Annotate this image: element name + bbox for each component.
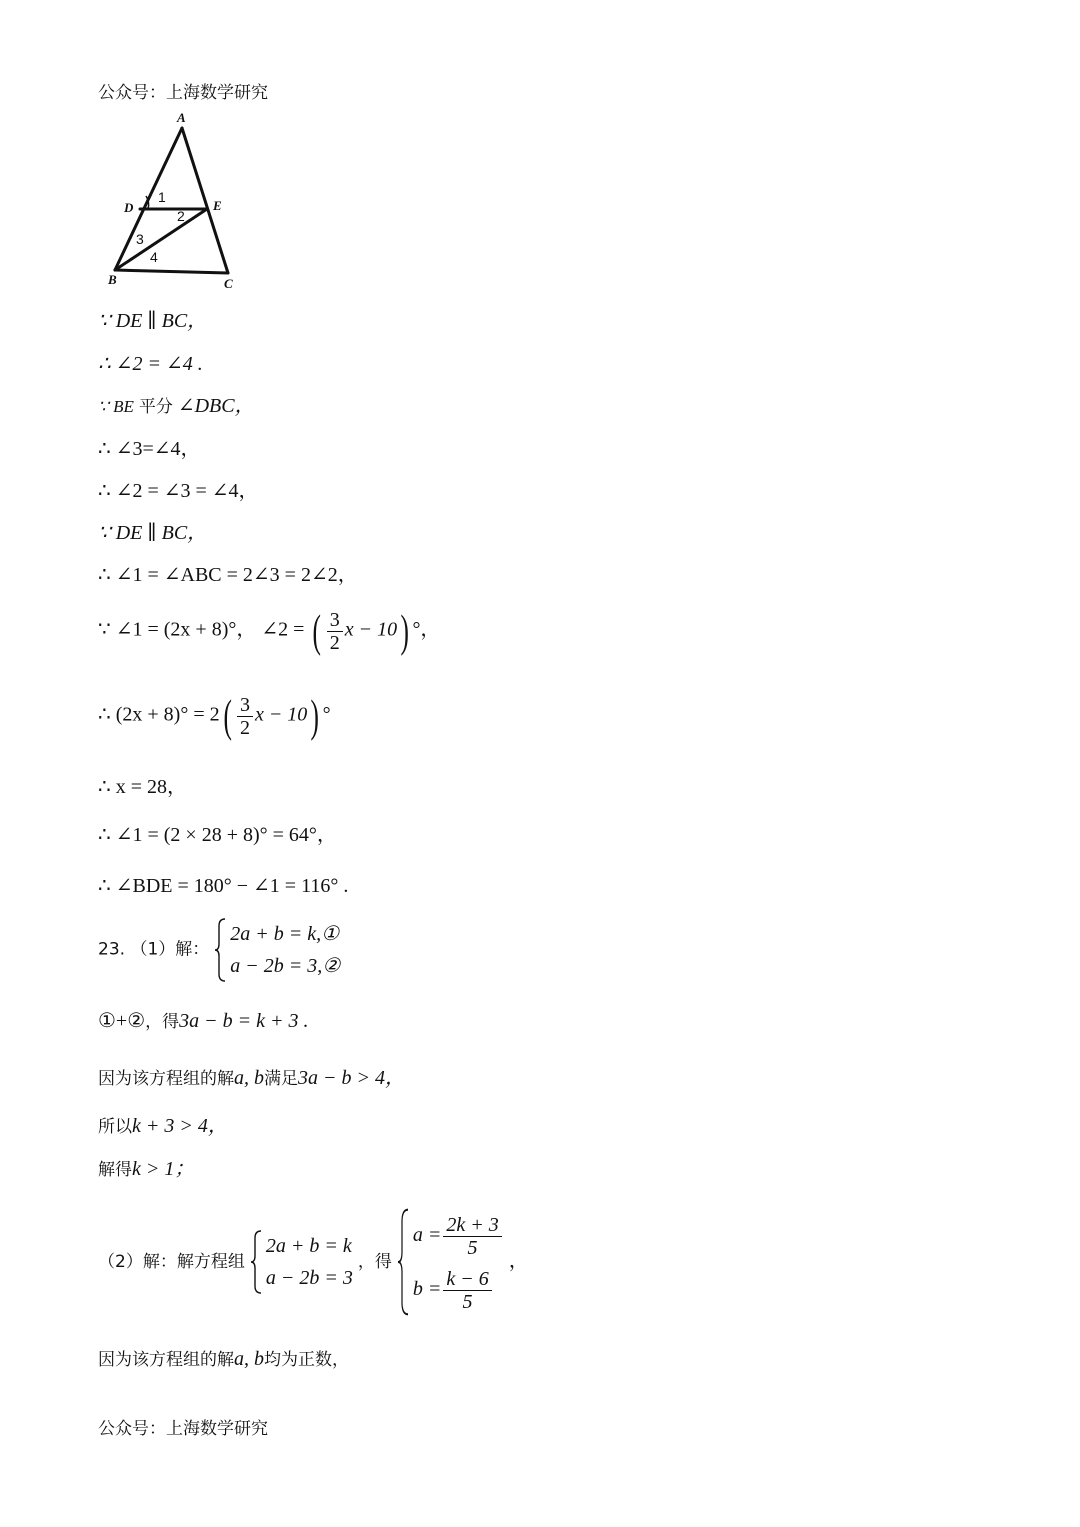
label-angle-4: 4 bbox=[150, 249, 158, 265]
fraction-three-halves bbox=[237, 694, 253, 739]
label-angle-2: 2 bbox=[177, 208, 185, 224]
condition-text-1: 因为该方程组的解 bbox=[98, 1069, 234, 1089]
therefore-text: 所以 bbox=[98, 1117, 132, 1137]
therefore-line bbox=[98, 1114, 228, 1139]
brace-icon bbox=[250, 1230, 262, 1294]
proof-line-11: ∴ ∠1 = (2 × 28 + 8)° = 64°， bbox=[98, 824, 337, 846]
solution-a-lhs: a = bbox=[412, 1224, 442, 1247]
proof-line-7: ∴ ∠1 = ∠ABC = 2∠3 = 2∠2， bbox=[98, 564, 358, 586]
sum-result: 3a − b = k + 3 . bbox=[179, 1010, 309, 1032]
label-d: D bbox=[124, 200, 134, 215]
fraction-denominator: 5 bbox=[467, 1237, 478, 1260]
condition-line bbox=[98, 1066, 405, 1091]
positive-text-2: 均为正数， bbox=[264, 1350, 349, 1370]
proof-line-8-expr: x − 10 bbox=[344, 618, 398, 641]
footer-source: 公众号：上海数学研究 bbox=[98, 1419, 268, 1439]
proof-line-8-start: ∵ ∠1 = (2x + 8)°， ∠2 = bbox=[98, 618, 305, 641]
right-paren: ) bbox=[310, 690, 320, 741]
proof-line-12: ∴ ∠BDE = 180° − ∠1 = 116° . bbox=[98, 875, 349, 897]
solution-system bbox=[397, 1208, 504, 1316]
label-e: E bbox=[213, 198, 222, 213]
label-angle-1: 1 bbox=[158, 189, 166, 205]
proof-line-3-angle: ∠DBC， bbox=[177, 395, 255, 417]
proof-line-3-text: 平分 bbox=[138, 397, 173, 417]
proof-line-4: ∴ ∠3=∠4， bbox=[98, 438, 201, 460]
equation-system-1 bbox=[214, 918, 340, 982]
solution-rows bbox=[413, 1208, 504, 1316]
positive-text-1: 因为该方程组的解 bbox=[98, 1350, 234, 1370]
fraction-numerator: 2k + 3 bbox=[443, 1214, 501, 1237]
problem-23-label: 23. （1）解： bbox=[98, 939, 210, 960]
solve-text: 解得 bbox=[98, 1160, 132, 1180]
part-2-get: ，得 bbox=[357, 1252, 392, 1272]
fraction-three-halves bbox=[327, 609, 343, 654]
label-b: B bbox=[108, 272, 117, 287]
solution-b-lhs: b = bbox=[412, 1278, 442, 1301]
positive-vars: a, b bbox=[234, 1348, 264, 1370]
problem-23-part-1 bbox=[98, 918, 340, 982]
proof-line-9-end: ° bbox=[322, 703, 331, 726]
solution-row-b bbox=[413, 1262, 504, 1316]
proof-line-9-expr: x − 10 bbox=[254, 703, 308, 726]
fraction-numerator: 3 bbox=[327, 609, 343, 632]
system-rows bbox=[230, 918, 340, 982]
condition-text-2: 满足 bbox=[264, 1069, 298, 1089]
segment-bc bbox=[115, 270, 228, 273]
system-2-row-2: a − 2b = 3 bbox=[265, 1267, 353, 1290]
condition-vars: a, b bbox=[234, 1067, 264, 1089]
circled-sum: ①+② bbox=[98, 1010, 146, 1032]
sum-line bbox=[98, 1009, 309, 1034]
proof-line-2: ∴ ∠2 = ∠4 . bbox=[98, 353, 203, 375]
triangle-figure bbox=[100, 108, 250, 293]
proof-line-1: ∵ DE ∥ BC， bbox=[98, 310, 208, 332]
fraction-denominator: 2 bbox=[329, 631, 340, 654]
proof-line-8 bbox=[98, 605, 441, 656]
part-2-label: （2）解：解方程组 bbox=[98, 1252, 245, 1272]
system-1-row-2: a − 2b = 3,② bbox=[230, 955, 341, 977]
proof-line-9 bbox=[98, 690, 331, 741]
fraction-numerator: 3 bbox=[237, 694, 253, 717]
left-paren: ( bbox=[312, 605, 322, 656]
label-c: C bbox=[224, 276, 233, 291]
brace-icon bbox=[214, 918, 226, 982]
fraction-denominator: 2 bbox=[239, 716, 250, 739]
left-paren: ( bbox=[223, 690, 232, 741]
condition-ineq: 3a − b > 4， bbox=[298, 1067, 405, 1089]
problem-23-part-2 bbox=[98, 1206, 529, 1316]
proof-line-3-be: ∵ BE bbox=[98, 397, 134, 416]
system-rows bbox=[266, 1230, 353, 1294]
solution-row-a bbox=[413, 1208, 504, 1262]
proof-line-6: ∵ DE ∥ BC， bbox=[98, 522, 208, 544]
fraction-numerator: k − 6 bbox=[443, 1268, 491, 1291]
right-paren: ) bbox=[400, 605, 409, 656]
positive-line bbox=[98, 1347, 349, 1372]
proof-line-5: ∴ ∠2 = ∠3 = ∠4， bbox=[98, 480, 259, 502]
system-2-row-1: 2a + b = k bbox=[265, 1235, 352, 1258]
proof-line-10: ∴ x = 28， bbox=[98, 776, 188, 798]
therefore-ineq: k + 3 > 4， bbox=[132, 1115, 228, 1137]
label-angle-3: 3 bbox=[136, 231, 144, 247]
sum-text: ，得 bbox=[145, 1012, 180, 1032]
solve-result: k > 1； bbox=[132, 1158, 195, 1180]
equation-system-2 bbox=[250, 1230, 353, 1294]
part-2-comma: ， bbox=[508, 1250, 529, 1272]
header-source: 公众号：上海数学研究 bbox=[98, 83, 268, 103]
brace-icon bbox=[397, 1208, 409, 1316]
fraction-denominator: 5 bbox=[462, 1291, 473, 1314]
label-a: A bbox=[177, 110, 186, 125]
solve-line bbox=[98, 1157, 194, 1182]
proof-line-3 bbox=[98, 394, 255, 419]
proof-line-9-start: ∴ (2x + 8)° = 2 bbox=[98, 703, 220, 726]
system-1-row-1: 2a + b = k,① bbox=[230, 923, 340, 945]
proof-line-8-end: °， bbox=[412, 618, 441, 641]
solution-b-fraction bbox=[443, 1268, 491, 1313]
solution-a-fraction bbox=[443, 1214, 501, 1259]
